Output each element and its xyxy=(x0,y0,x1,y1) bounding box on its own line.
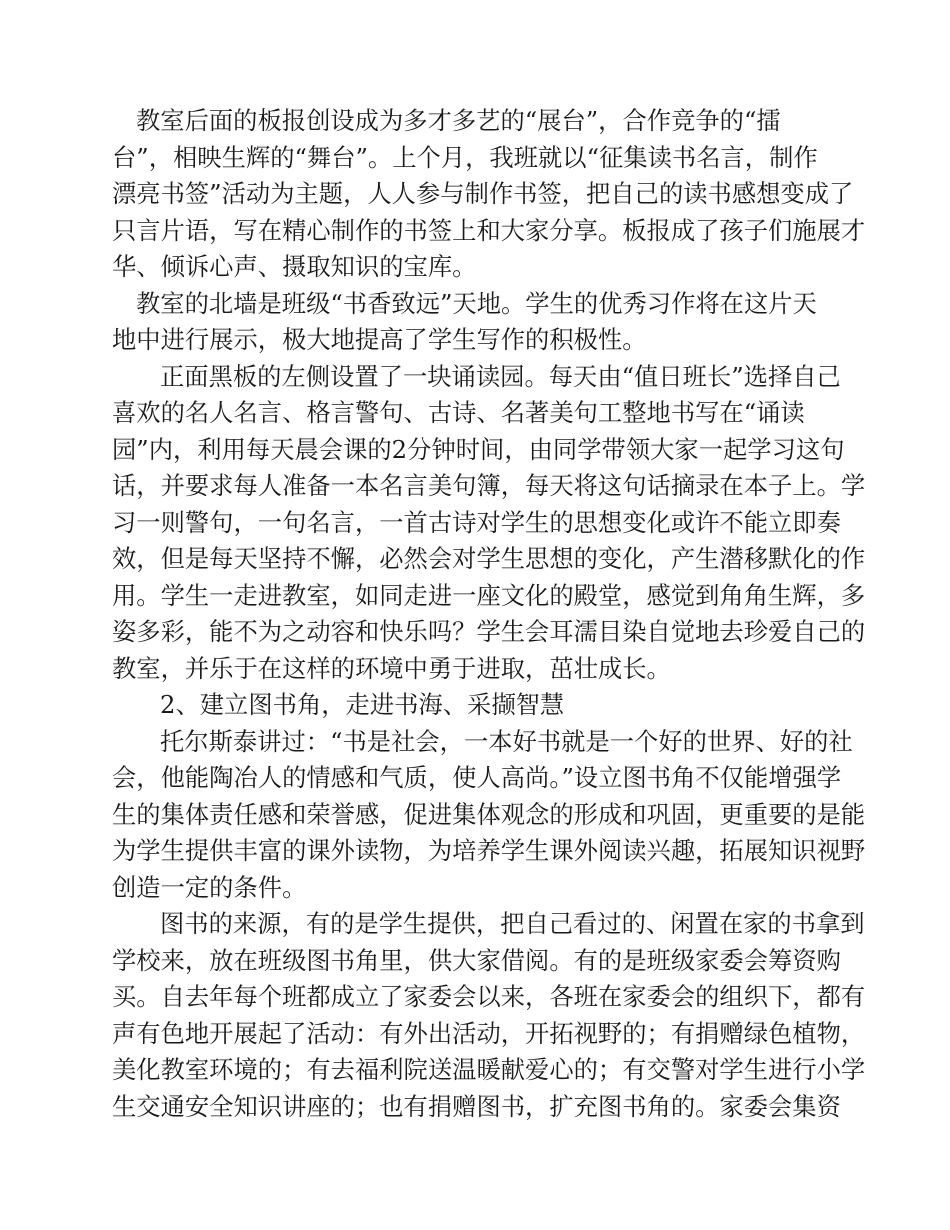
paragraph-line: 华、倾诉心声、摄取知识的宝库。 xyxy=(112,252,477,281)
paragraph-line: 园”内，利用每天晨会课的2分钟时间，由同学带领大家一起学习这句 xyxy=(112,434,845,464)
document-page xyxy=(112,103,866,1125)
paragraph-line: 学校来，放在班级图书角里，供大家借阅。有的是班级家委会筹资购 xyxy=(112,945,841,975)
section-heading: 2、建立图书角，走进书海、采撷智慧 xyxy=(160,690,565,719)
paragraph-line: 漂亮书签”活动为主题，人人参与制作书签，把自己的读书感想变成了 xyxy=(112,179,854,208)
paragraph-line: 声有色地开展起了活动：有外出活动，开拓视野的；有捐赠绿色植物， xyxy=(112,1018,866,1048)
paragraph-line: 美化教室环境的；有去福利院送温暖献爱心的；有交警对学生进行小学 xyxy=(112,1055,866,1084)
paragraph-line: 为学生提供丰富的课外读物，为培养学生课外阅读兴趣，拓展知识视野 xyxy=(112,836,866,865)
paragraph-line: 效，但是每天坚持不懈，必然会对学生思想的变化，产生潜移默化的作 xyxy=(112,544,866,573)
paragraph-line: 喜欢的名人名言、格言警句、古诗、名著美句工整地书写在“诵读 xyxy=(112,398,805,427)
paragraph-line: 图书的来源，有的是学生提供，把自己看过的、闲置在家的书拿到 xyxy=(160,909,865,938)
paragraph-line: 会，他能陶冶人的情感和气质，使人高尚。”设立图书角不仅能增强学 xyxy=(112,763,842,792)
paragraph-line: 生的集体责任感和荣誉感，促进集体观念的形成和巩固，更重要的是能 xyxy=(112,799,866,829)
paragraph-line: 话，并要求每人准备一本名言美句簿，每天将这句话摘录在本子上。学 xyxy=(112,471,866,500)
paragraph-line: 托尔斯泰讲过：“书是社会，一本好书就是一个好的世界、好的社 xyxy=(160,726,853,756)
paragraph-line: 用。学生一走进教室，如同走进一座文化的殿堂，感觉到角角生辉，多 xyxy=(112,580,866,610)
paragraph-line: 只言片语，写在精心制作的书签上和大家分享。板报成了孩子们施展才 xyxy=(112,215,866,245)
paragraph-line: 教室的北墙是班级“书香致远”天地。学生的优秀习作将在这片天 xyxy=(136,288,817,318)
paragraph-line: 习一则警句，一句名言，一首古诗对学生的思想变化或许不能立即奏 xyxy=(112,507,841,537)
paragraph-line: 正面黑板的左侧设置了一块诵读园。每天由“值日班长”选择自己 xyxy=(160,361,841,391)
paragraph-line: 台”，相映生辉的“舞台”。上个月，我班就以“征集读书名言，制作 xyxy=(112,142,818,172)
paragraph-line: 创造一定的条件。 xyxy=(112,872,307,902)
paragraph-line: 地中进行展示，极大地提高了学生写作的积极性。 xyxy=(112,325,647,354)
paragraph-line: 生交通安全知识讲座的；也有捐赠图书，扩充图书角的。家委会集资 xyxy=(112,1091,841,1121)
paragraph-line: 教室后面的板报创设成为多才多艺的“展台”，合作竞争的“擂 xyxy=(136,106,781,135)
paragraph-line: 教室，并乐于在这样的环境中勇于进取，茁壮成长。 xyxy=(112,653,671,683)
paragraph-line: 买。自去年每个班都成立了家委会以来，各班在家委会的组织下，都有 xyxy=(112,982,866,1011)
paragraph-line: 姿多彩，能不为之动容和快乐吗？学生会耳濡目染自觉地去珍爱自己的 xyxy=(112,617,866,646)
